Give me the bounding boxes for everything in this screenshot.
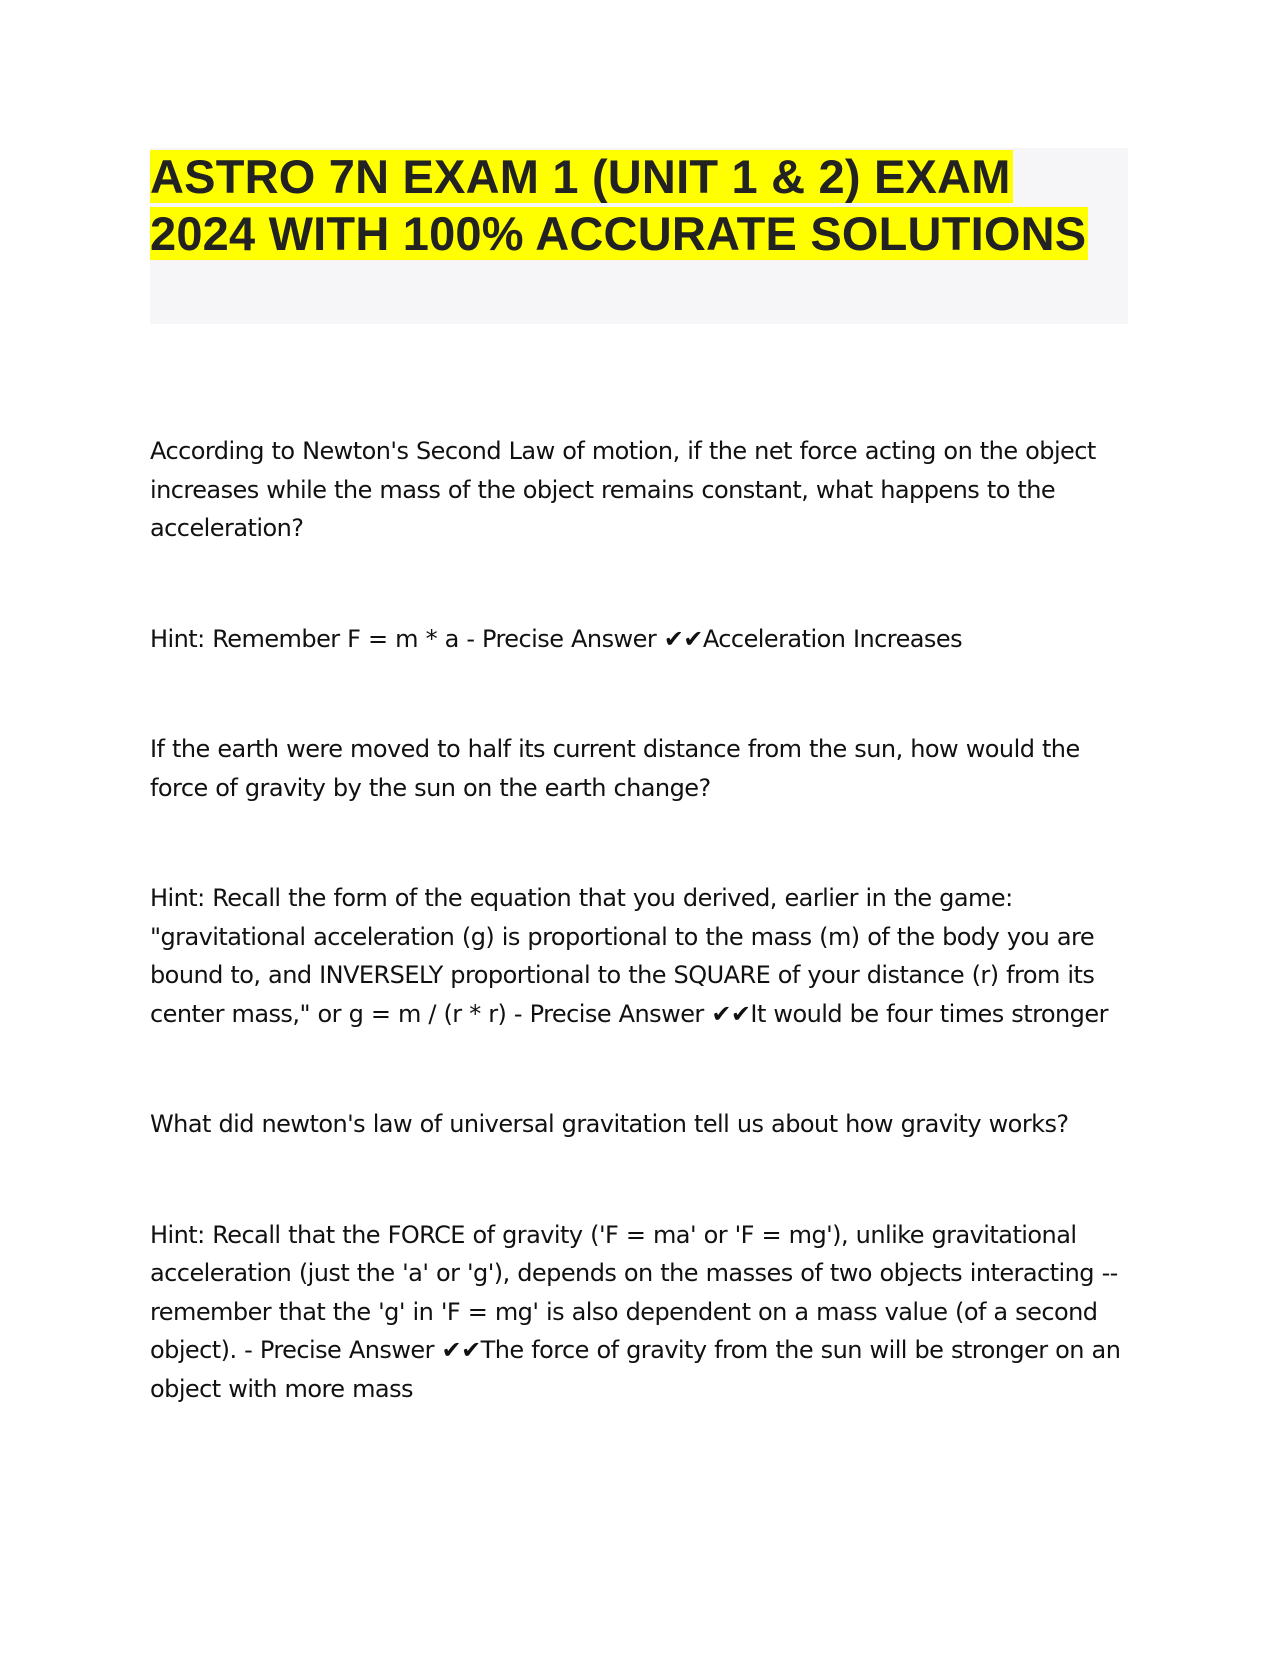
hint-answer-2: Hint: Recall the form of the equation that you derived, earlier in the game: "gravitational acceleration (g) is proportional to the mass (m) of the body you are bound to, and INVERSELY proportional to the SQUARE of your distance (r) from its center mass," or g = m / (r * r) - Precise Answer ✔✔It would be four times stronger [150, 884, 1108, 1028]
question-3: What did newton's law of universal gravitation tell us about how gravity works? [150, 1110, 1069, 1138]
question-1: According to Newton's Second Law of motion, if the net force acting on the object increases while the mass of the object remains constant, what happens to the acceleration? [150, 437, 1096, 542]
question-2: If the earth were moved to half its current distance from the sun, how would the force of gravity by the sun on the earth change? [150, 735, 1080, 802]
document-title [150, 148, 1128, 262]
title-block [150, 148, 1128, 324]
title-highlight: ASTRO 7N EXAM 1 (UNIT 1 & 2) EXAM 2024 WITH 100% ACCURATE SOLUTIONS [150, 150, 1087, 260]
hint-answer-3: Hint: Recall that the FORCE of gravity ('F = ma' or 'F = mg'), unlike gravitational acceleration (just the 'a' or 'g'), depends on the masses of two objects interacting -- remember that the 'g' in 'F = mg' is also dependent on a mass value (of a second object). - Precise Answer ✔✔The force of gravity from the sun will be stronger on an object with more mass [150, 1220, 1121, 1403]
document-body [150, 432, 1140, 1408]
hint-answer-1: Hint: Remember F = m * a - Precise Answer ✔✔Acceleration Increases [150, 624, 963, 653]
